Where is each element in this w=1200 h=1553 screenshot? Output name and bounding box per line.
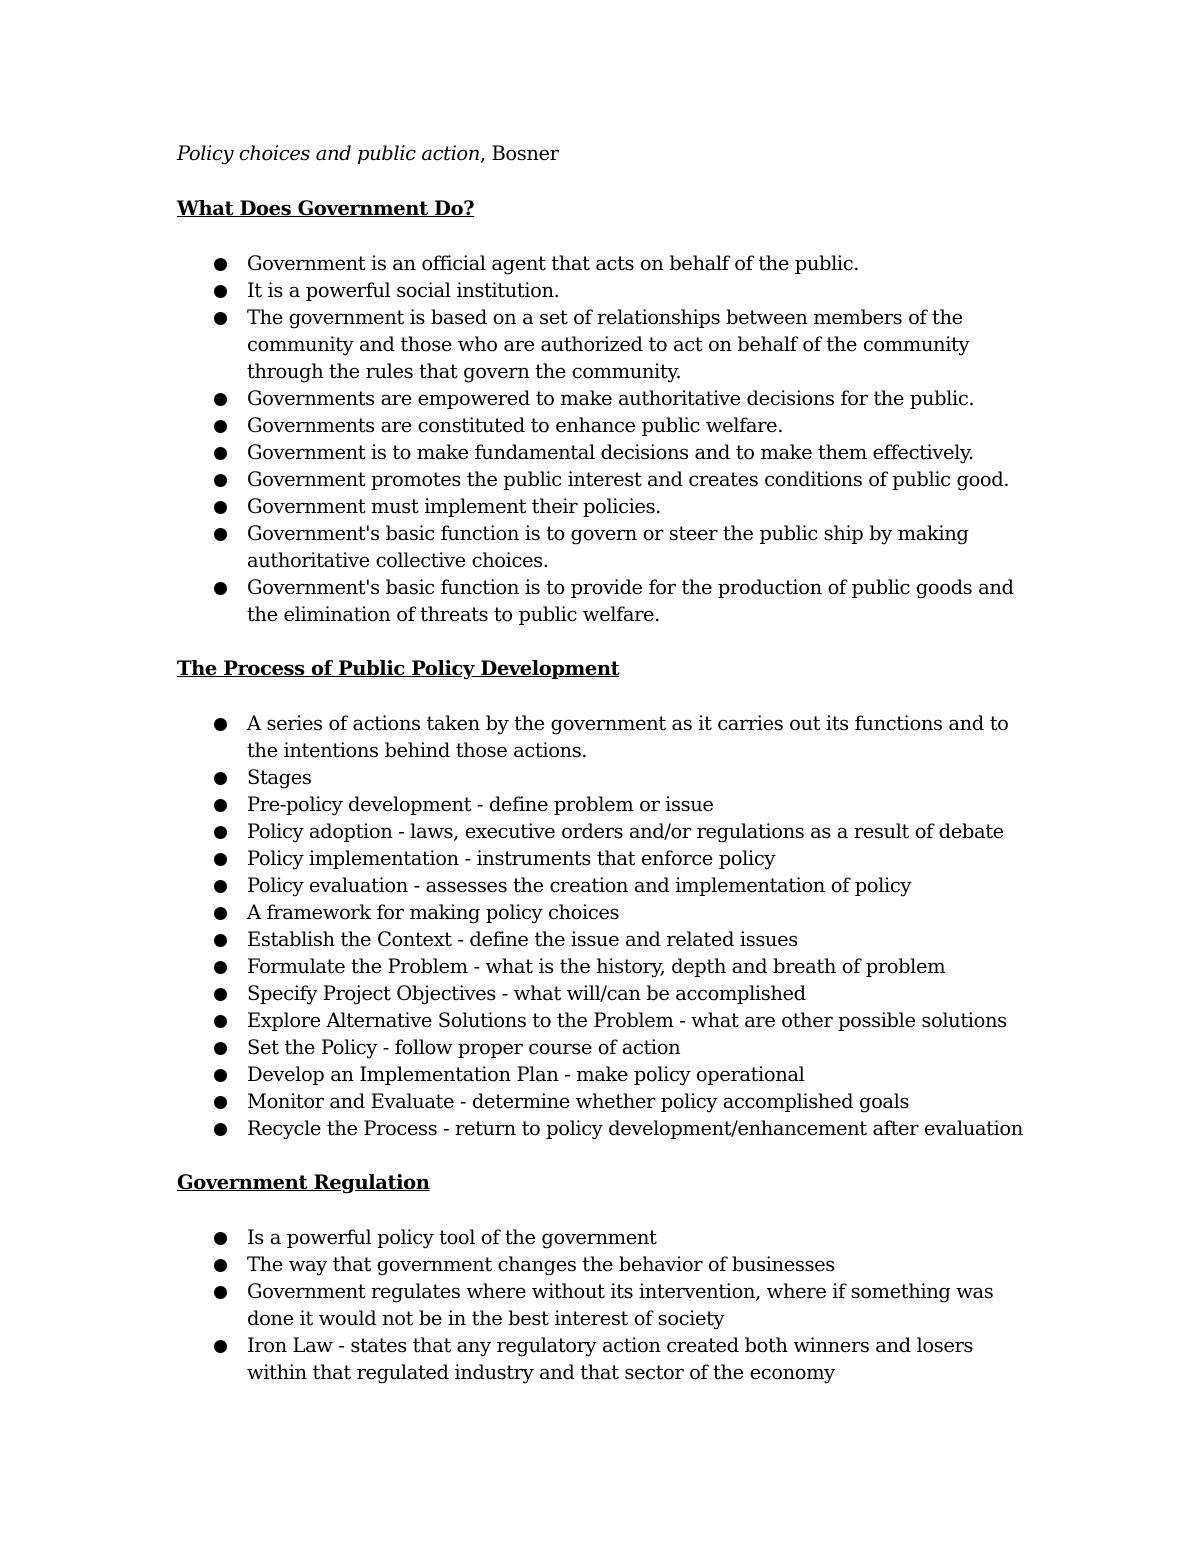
list-item bbox=[177, 1278, 1037, 1332]
bullet-dot-icon bbox=[214, 1042, 227, 1055]
bullet-dot-icon bbox=[214, 1015, 227, 1028]
bullet-dot-icon bbox=[214, 718, 227, 731]
sections-container bbox=[177, 195, 1037, 1386]
document-title-italic: Policy choices and public action bbox=[177, 142, 480, 165]
bullet-list bbox=[177, 250, 1037, 628]
bullet-dot-icon bbox=[214, 826, 227, 839]
list-item bbox=[177, 412, 1037, 439]
bullet-dot-icon bbox=[214, 1123, 227, 1136]
list-item-text: Government is to make fundamental decisions and to make them effectively. bbox=[247, 441, 974, 464]
list-item bbox=[177, 1007, 1037, 1034]
document-title-author: , Bosner bbox=[479, 142, 559, 165]
bullet-dot-icon bbox=[214, 258, 227, 271]
bullet-dot-icon bbox=[214, 934, 227, 947]
list-item bbox=[177, 845, 1037, 872]
bullet-dot-icon bbox=[214, 1286, 227, 1299]
list-item bbox=[177, 385, 1037, 412]
list-item-text: Government is an official agent that acts on behalf of the public. bbox=[247, 252, 860, 275]
list-item-text: Is a powerful policy tool of the government bbox=[247, 1226, 657, 1249]
list-item-text: Explore Alternative Solutions to the Problem - what are other possible solutions bbox=[247, 1009, 1007, 1032]
section-heading: The Process of Public Policy Development bbox=[177, 657, 620, 680]
list-item bbox=[177, 1088, 1037, 1115]
bullet-dot-icon bbox=[214, 447, 227, 460]
list-item-text: Government regulates where without its intervention, where if something was done it would not be in the best interest of society bbox=[247, 1280, 994, 1330]
list-item-text: Policy evaluation - assesses the creation and implementation of policy bbox=[247, 874, 911, 897]
list-item bbox=[177, 872, 1037, 899]
list-item-text: Recycle the Process - return to policy development/enhancement after evaluation bbox=[247, 1117, 1023, 1140]
bullet-dot-icon bbox=[214, 420, 227, 433]
list-item-text: Establish the Context - define the issue and related issues bbox=[247, 928, 798, 951]
bullet-dot-icon bbox=[214, 799, 227, 812]
list-item bbox=[177, 818, 1037, 845]
bullet-dot-icon bbox=[214, 988, 227, 1001]
list-item bbox=[177, 791, 1037, 818]
list-item-text: It is a powerful social institution. bbox=[247, 279, 560, 302]
list-item bbox=[177, 1224, 1037, 1251]
list-item bbox=[177, 1332, 1037, 1386]
list-item bbox=[177, 899, 1037, 926]
list-item-text: Government must implement their policies. bbox=[247, 495, 661, 518]
list-item-text: Specify Project Objectives - what will/can be accomplished bbox=[247, 982, 806, 1005]
list-item bbox=[177, 1034, 1037, 1061]
list-item bbox=[177, 764, 1037, 791]
bullet-dot-icon bbox=[214, 772, 227, 785]
bullet-dot-icon bbox=[214, 880, 227, 893]
list-item bbox=[177, 250, 1037, 277]
list-item-text: The government is based on a set of relationships between members of the community and those who are authorized to act on behalf of the community through the rules that govern the community. bbox=[247, 306, 970, 383]
list-item-text: A framework for making policy choices bbox=[247, 901, 620, 924]
list-item-text: Governments are empowered to make authoritative decisions for the public. bbox=[247, 387, 975, 410]
list-item bbox=[177, 439, 1037, 466]
bullet-dot-icon bbox=[214, 393, 227, 406]
bullet-dot-icon bbox=[214, 474, 227, 487]
list-item-text: Government's basic function is to provide for the production of public goods and the elimination of threats to public welfare. bbox=[247, 576, 1014, 626]
bullet-dot-icon bbox=[214, 582, 227, 595]
list-item-text: Monitor and Evaluate - determine whether policy accomplished goals bbox=[247, 1090, 910, 1113]
list-item-text: Government promotes the public interest and creates conditions of public good. bbox=[247, 468, 1010, 491]
bullet-dot-icon bbox=[214, 312, 227, 325]
list-item bbox=[177, 304, 1037, 385]
list-item-text: Develop an Implementation Plan - make policy operational bbox=[247, 1063, 805, 1086]
bullet-dot-icon bbox=[214, 1340, 227, 1353]
bullet-list bbox=[177, 1224, 1037, 1386]
bullet-dot-icon bbox=[214, 285, 227, 298]
list-item bbox=[177, 710, 1037, 764]
list-item-text: Pre-policy development - define problem or issue bbox=[247, 793, 714, 816]
bullet-dot-icon bbox=[214, 1232, 227, 1245]
bullet-dot-icon bbox=[214, 501, 227, 514]
list-item-text: Iron Law - states that any regulatory action created both winners and losers within that regulated industry and that sector of the economy bbox=[247, 1334, 973, 1384]
list-item bbox=[177, 1061, 1037, 1088]
list-item bbox=[177, 926, 1037, 953]
list-item bbox=[177, 953, 1037, 980]
bullet-dot-icon bbox=[214, 1096, 227, 1109]
list-item-text: Policy implementation - instruments that enforce policy bbox=[247, 847, 775, 870]
bullet-dot-icon bbox=[214, 1259, 227, 1272]
list-item bbox=[177, 466, 1037, 493]
section-heading: What Does Government Do? bbox=[177, 197, 475, 220]
list-item bbox=[177, 1115, 1037, 1142]
list-item bbox=[177, 574, 1037, 628]
list-item-text: Stages bbox=[247, 766, 312, 789]
list-item bbox=[177, 980, 1037, 1007]
list-item bbox=[177, 1251, 1037, 1278]
document-title bbox=[177, 140, 1037, 167]
document-content bbox=[177, 140, 1037, 1413]
list-item-text: Formulate the Problem - what is the history, depth and breath of problem bbox=[247, 955, 946, 978]
bullet-dot-icon bbox=[214, 907, 227, 920]
list-item-text: The way that government changes the behavior of businesses bbox=[247, 1253, 835, 1276]
list-item-text: A series of actions taken by the government as it carries out its functions and to the intentions behind those actions. bbox=[247, 712, 1009, 762]
list-item-text: Policy adoption - laws, executive orders and/or regulations as a result of debate bbox=[247, 820, 1004, 843]
bullet-dot-icon bbox=[214, 961, 227, 974]
bullet-dot-icon bbox=[214, 853, 227, 866]
list-item bbox=[177, 493, 1037, 520]
list-item bbox=[177, 520, 1037, 574]
bullet-dot-icon bbox=[214, 1069, 227, 1082]
list-item-text: Set the Policy - follow proper course of action bbox=[247, 1036, 681, 1059]
bullet-dot-icon bbox=[214, 528, 227, 541]
list-item-text: Governments are constituted to enhance public welfare. bbox=[247, 414, 783, 437]
bullet-list bbox=[177, 710, 1037, 1142]
list-item bbox=[177, 277, 1037, 304]
section-heading: Government Regulation bbox=[177, 1171, 430, 1194]
list-item-text: Government's basic function is to govern or steer the public ship by making authoritative collective choices. bbox=[247, 522, 969, 572]
